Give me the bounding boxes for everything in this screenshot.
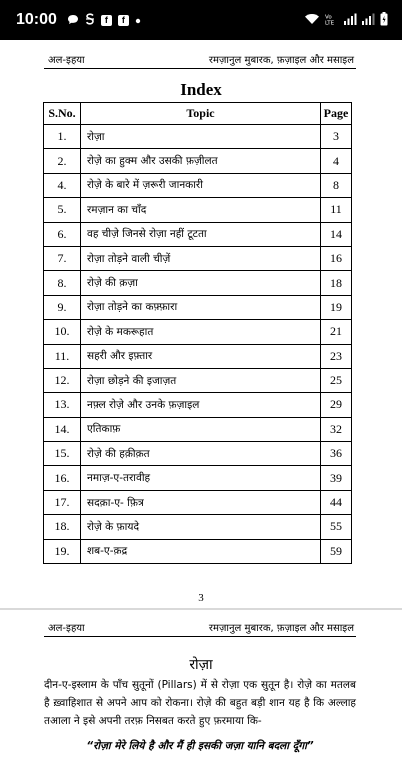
- signal-icon: [344, 13, 357, 27]
- table-row: [44, 125, 352, 149]
- facebook-icon: f: [118, 15, 129, 26]
- row-topic: रोज़े का हुक्म और उसकी फ़ज़ीलत: [81, 149, 321, 173]
- row-page: 55: [321, 515, 352, 539]
- s-app-icon: [85, 13, 95, 27]
- row-page: 3: [321, 125, 352, 149]
- table-row: [44, 295, 352, 319]
- page2-header-right: रमज़ानुल मुबारक, फ़ज़ाइल और मसाइल: [208, 623, 354, 634]
- row-topic: रोज़े की क़ज़ा: [81, 271, 321, 295]
- row-sno: 18.: [44, 515, 81, 539]
- table-row: [44, 393, 352, 417]
- row-sno: 5.: [44, 198, 81, 222]
- row-topic: रोज़ा तोड़ने का कफ़्फ़ारा: [81, 295, 321, 319]
- table-row: [44, 222, 352, 246]
- status-bar-right: [304, 12, 388, 28]
- row-topic: सदक़ा-ए- फ़ित्र: [81, 490, 321, 514]
- row-topic: वह चीज़े जिनसे रोज़ा नहीं टूटता: [81, 222, 321, 246]
- row-sno: 9.: [44, 295, 81, 319]
- volte-icon: [325, 13, 339, 27]
- row-sno: 16.: [44, 466, 81, 490]
- chat-bubble-icon: [67, 14, 79, 27]
- row-topic: रोज़े के बारे में ज़रूरी जानकारी: [81, 173, 321, 197]
- row-topic: रमज़ान का चाँद: [81, 198, 321, 222]
- page2-header-left: अल-इहया: [48, 623, 85, 634]
- section-title: रोज़ा: [189, 657, 213, 673]
- index-body: [44, 125, 352, 564]
- row-sno: 7.: [44, 246, 81, 270]
- row-topic: एतिकाफ़: [81, 417, 321, 441]
- table-row: [44, 368, 352, 392]
- row-page: 16: [321, 246, 352, 270]
- row-sno: 13.: [44, 393, 81, 417]
- table-row: [44, 417, 352, 441]
- page1-header-right: रमज़ानुल मुबारक, फ़ज़ाइल और मसाइल: [208, 55, 354, 66]
- row-topic: रोज़ा: [81, 125, 321, 149]
- row-sno: 1.: [44, 125, 81, 149]
- row-page: 36: [321, 442, 352, 466]
- row-page: 4: [321, 149, 352, 173]
- row-page: 14: [321, 222, 352, 246]
- table-row: [44, 320, 352, 344]
- table-row: [44, 173, 352, 197]
- row-sno: 14.: [44, 417, 81, 441]
- hadith-quote: “रोज़ा मेरे लिये है और मैं ही इसकी जज़ा यानि बदला दूँगा”: [86, 740, 314, 752]
- document-viewer[interactable]: [0, 40, 402, 768]
- row-topic: रोज़े के मकरूहात: [81, 320, 321, 344]
- row-page: 32: [321, 417, 352, 441]
- row-topic: रोज़ा तोड़ने वाली चीज़ें: [81, 246, 321, 270]
- row-topic: शब-ए-क़द्र: [81, 539, 321, 563]
- row-sno: 10.: [44, 320, 81, 344]
- row-page: 18: [321, 271, 352, 295]
- table-row: [44, 271, 352, 295]
- row-page: 44: [321, 490, 352, 514]
- table-row: [44, 149, 352, 173]
- row-sno: 19.: [44, 539, 81, 563]
- dot-icon: [135, 15, 141, 26]
- facebook-icon: f: [101, 15, 112, 26]
- page1-header-left: अल-इहया: [48, 55, 85, 66]
- row-page: 8: [321, 173, 352, 197]
- table-row: [44, 246, 352, 270]
- row-sno: 6.: [44, 222, 81, 246]
- row-page: 19: [321, 295, 352, 319]
- wifi-icon: [304, 13, 320, 27]
- table-row: [44, 539, 352, 563]
- status-bar-left: [16, 11, 141, 29]
- table-row: [44, 344, 352, 368]
- index-title: Index: [180, 80, 222, 99]
- status-bar: [0, 0, 402, 40]
- volte-label-bottom: LTE: [325, 20, 335, 25]
- index-table: [43, 102, 352, 564]
- row-sno: 8.: [44, 271, 81, 295]
- column-header-sno: S.No.: [44, 103, 81, 125]
- battery-icon: [380, 12, 388, 28]
- table-row: [44, 442, 352, 466]
- column-header-topic: Topic: [81, 103, 321, 125]
- row-topic: रोज़े की हक़ीक़त: [81, 442, 321, 466]
- row-topic: सहरी और इफ़्तार: [81, 344, 321, 368]
- row-page: 25: [321, 368, 352, 392]
- volte-label-top: Vo: [325, 14, 332, 21]
- signal-icon: [362, 13, 375, 27]
- page-separator: [0, 608, 402, 610]
- table-row: [44, 515, 352, 539]
- row-sno: 11.: [44, 344, 81, 368]
- row-sno: 17.: [44, 490, 81, 514]
- page1-running-header: [44, 50, 356, 69]
- row-page: 21: [321, 320, 352, 344]
- row-page: 11: [321, 198, 352, 222]
- row-sno: 2.: [44, 149, 81, 173]
- row-topic: नमाज़-ए-तरावीह: [81, 466, 321, 490]
- row-topic: नफ़्ल रोज़े और उनके फ़ज़ाइल: [81, 393, 321, 417]
- row-sno: 15.: [44, 442, 81, 466]
- row-page: 23: [321, 344, 352, 368]
- row-page: 39: [321, 466, 352, 490]
- page-number: 3: [198, 592, 204, 604]
- table-row: [44, 490, 352, 514]
- status-time: 10:00: [16, 11, 57, 28]
- page2-running-header: [44, 618, 356, 637]
- body-paragraph: दीन-ए-इस्लाम के पाँच सुतूनों (Pillars) में से रोज़ा एक सुतून है। रोज़े का मतलब है ख़्वाहिशात से अपने आप को रोकना। रोज़े की बहुत बड़ी शान यह है कि अल्लाह तआला ने इसे अपनी तरफ़ निसबत करते हुए फ़रमाया कि-: [44, 679, 356, 727]
- row-sno: 4.: [44, 173, 81, 197]
- row-topic: रोज़ा छोड़ने की इजाज़त: [81, 368, 321, 392]
- row-page: 29: [321, 393, 352, 417]
- row-sno: 12.: [44, 368, 81, 392]
- index-header-row: [44, 103, 352, 125]
- table-row: [44, 198, 352, 222]
- row-topic: रोज़े के फ़ायदे: [81, 515, 321, 539]
- row-page: 59: [321, 539, 352, 563]
- table-row: [44, 466, 352, 490]
- column-header-page: Page: [321, 103, 352, 125]
